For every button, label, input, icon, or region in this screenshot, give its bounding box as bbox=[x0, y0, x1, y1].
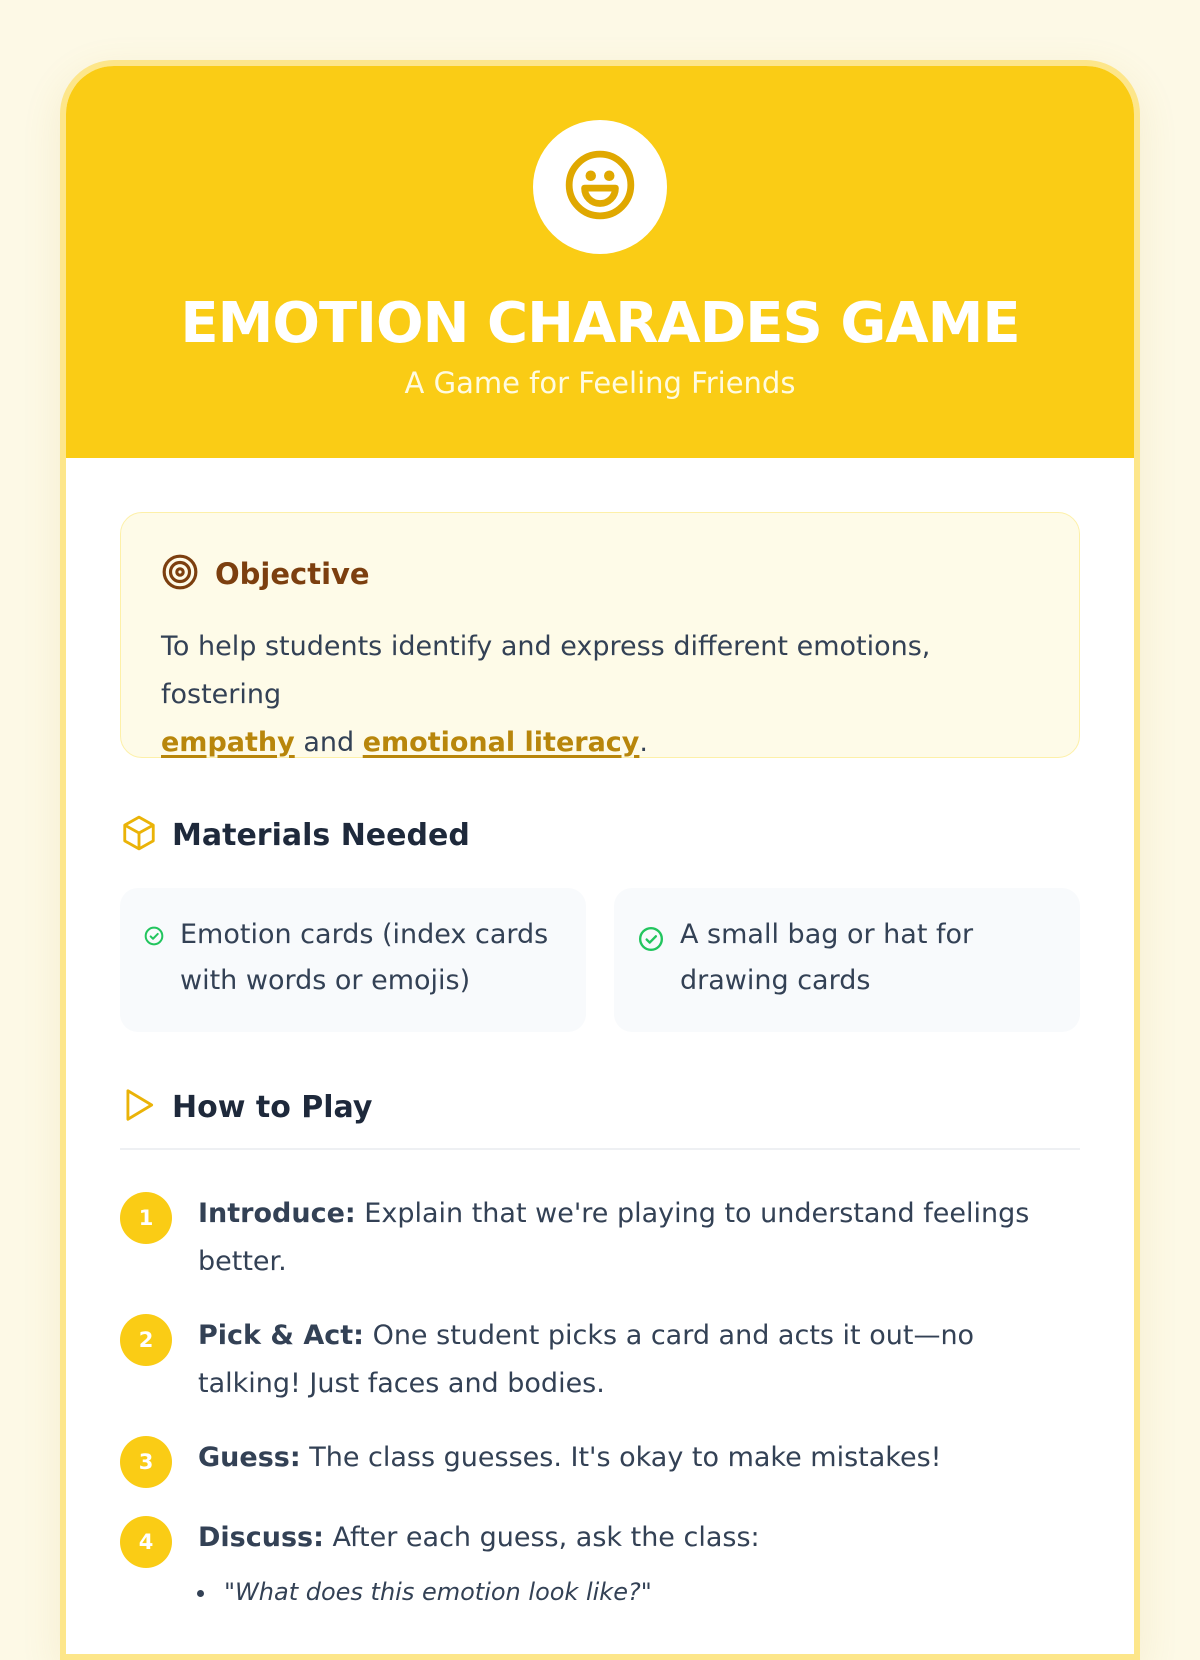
page-title: EMOTION CHARADES GAME bbox=[180, 291, 1020, 356]
objective-box bbox=[120, 512, 1080, 758]
how-to-play-header bbox=[120, 1086, 1080, 1150]
step-description: One student picks a card and acts it out—no talking! Just faces and bodies. bbox=[198, 1320, 975, 1399]
material-text: A small bag or hat for drawing cards bbox=[680, 919, 974, 996]
objective-header bbox=[161, 553, 1039, 595]
discuss-question: • "What does this emotion look like?" bbox=[218, 1572, 760, 1612]
steps-list bbox=[120, 1192, 1080, 1612]
step-description: The class guesses. It's okay to make mistakes! bbox=[309, 1442, 942, 1473]
highlight-empathy: empathy bbox=[161, 727, 295, 758]
step-number: 1 bbox=[120, 1192, 172, 1244]
step-item bbox=[120, 1516, 1080, 1612]
highlight-emotional-literacy: emotional literacy bbox=[362, 727, 640, 758]
content-body bbox=[66, 458, 1134, 1612]
page-subtitle: A Game for Feeling Friends bbox=[404, 366, 796, 400]
materials-header bbox=[120, 814, 1080, 856]
logo-badge bbox=[533, 120, 667, 254]
discuss-questions bbox=[218, 1572, 760, 1612]
objective-text-before: To help students identify and express different emotions, fostering bbox=[161, 631, 931, 710]
step-number: 3 bbox=[120, 1436, 172, 1488]
step-number: 4 bbox=[120, 1516, 172, 1568]
step-item bbox=[120, 1436, 1080, 1488]
check-circle-icon bbox=[638, 926, 664, 1002]
material-item bbox=[120, 888, 586, 1032]
step-text bbox=[198, 1434, 941, 1488]
play-icon bbox=[120, 1086, 158, 1128]
step-text bbox=[198, 1312, 1080, 1408]
step-number: 2 bbox=[120, 1314, 172, 1366]
step-label: Introduce: bbox=[198, 1198, 356, 1229]
step-text bbox=[198, 1190, 1080, 1286]
objective-end: . bbox=[639, 727, 648, 758]
box-icon bbox=[120, 814, 158, 856]
check-circle-icon bbox=[144, 926, 164, 1002]
smiley-face-icon bbox=[563, 148, 637, 226]
step-label: Discuss: bbox=[198, 1522, 324, 1553]
material-text: Emotion cards (index cards with words or emojis) bbox=[180, 919, 549, 996]
step-item bbox=[120, 1314, 1080, 1408]
target-icon bbox=[161, 553, 199, 595]
objective-title: Objective bbox=[215, 557, 370, 591]
game-card bbox=[60, 60, 1140, 1660]
step-label: Guess: bbox=[198, 1442, 301, 1473]
materials-title: Materials Needed bbox=[172, 817, 470, 853]
step-item bbox=[120, 1192, 1080, 1286]
how-to-play-title: How to Play bbox=[172, 1089, 373, 1125]
step-text bbox=[198, 1514, 760, 1612]
step-description: After each guess, ask the class: bbox=[332, 1522, 760, 1553]
step-description: Explain that we're playing to understand feelings better. bbox=[198, 1198, 1030, 1277]
step-label: Pick & Act: bbox=[198, 1320, 364, 1351]
objective-connector: and bbox=[303, 727, 355, 758]
materials-list bbox=[120, 888, 1080, 1032]
header-banner bbox=[66, 66, 1134, 458]
objective-text bbox=[161, 623, 1039, 767]
material-item bbox=[614, 888, 1080, 1032]
